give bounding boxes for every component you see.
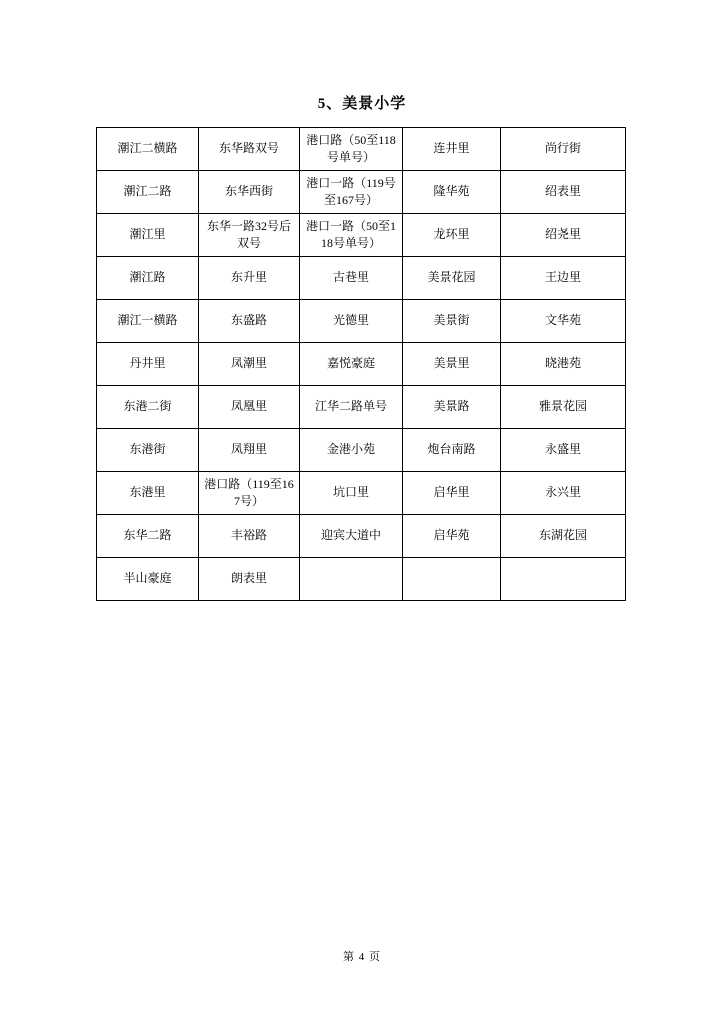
table-cell: 绍表里 [501, 171, 626, 214]
table-cell: 潮江一横路 [97, 300, 199, 343]
table-cell [300, 558, 403, 601]
table-cell: 丰裕路 [199, 515, 300, 558]
table-cell: 绍尧里 [501, 214, 626, 257]
table-cell: 东升里 [199, 257, 300, 300]
table-cell: 隆华苑 [403, 171, 501, 214]
table-cell: 潮江里 [97, 214, 199, 257]
table-cell: 坑口里 [300, 472, 403, 515]
table-row [97, 257, 626, 300]
table-cell: 半山豪庭 [97, 558, 199, 601]
table-cell: 江华二路单号 [300, 386, 403, 429]
table-cell [501, 558, 626, 601]
table-cell: 永兴里 [501, 472, 626, 515]
table-cell: 东港里 [97, 472, 199, 515]
table-row [97, 429, 626, 472]
table-cell: 朗表里 [199, 558, 300, 601]
table-cell: 雅景花园 [501, 386, 626, 429]
table-cell: 文华苑 [501, 300, 626, 343]
table-cell: 尚行街 [501, 128, 626, 171]
table-cell: 晓港苑 [501, 343, 626, 386]
table-cell: 光德里 [300, 300, 403, 343]
table-cell: 金港小苑 [300, 429, 403, 472]
table-cell: 东华西街 [199, 171, 300, 214]
page-title: 5、美景小学 [317, 96, 407, 112]
table-row [97, 472, 626, 515]
table-cell: 东盛路 [199, 300, 300, 343]
page-number: 第 4 页 [343, 951, 381, 963]
table-cell: 美景花园 [403, 257, 501, 300]
table-row [97, 515, 626, 558]
table-cell: 美景路 [403, 386, 501, 429]
table-cell: 古巷里 [300, 257, 403, 300]
table-cell: 连井里 [403, 128, 501, 171]
table-cell: 东华二路 [97, 515, 199, 558]
table-cell: 潮江二横路 [97, 128, 199, 171]
table-cell: 美景里 [403, 343, 501, 386]
table-row [97, 214, 626, 257]
table-cell: 凤凰里 [199, 386, 300, 429]
table-row [97, 300, 626, 343]
table-row [97, 386, 626, 429]
table-cell: 东湖花园 [501, 515, 626, 558]
table-cell: 永盛里 [501, 429, 626, 472]
table-cell: 丹井里 [97, 343, 199, 386]
table-cell: 炮台南路 [403, 429, 501, 472]
table-cell: 嘉悦豪庭 [300, 343, 403, 386]
table-cell: 港口路（119至167号） [199, 472, 300, 515]
school-street-table [96, 127, 626, 601]
table-cell: 凤翔里 [199, 429, 300, 472]
table-cell: 东港街 [97, 429, 199, 472]
table-cell: 凤潮里 [199, 343, 300, 386]
table-cell: 龙环里 [403, 214, 501, 257]
table-cell: 东华路双号 [199, 128, 300, 171]
table-cell: 港口路（50至118号单号） [300, 128, 403, 171]
table-cell: 潮江路 [97, 257, 199, 300]
table-cell: 港口一路（119号至167号） [300, 171, 403, 214]
table-cell: 港口一路（50至118号单号） [300, 214, 403, 257]
table-cell: 王边里 [501, 257, 626, 300]
table-row [97, 171, 626, 214]
table-body [97, 128, 626, 601]
table-cell: 启华里 [403, 472, 501, 515]
table-row [97, 128, 626, 171]
table-cell [403, 558, 501, 601]
table-row [97, 343, 626, 386]
table-cell: 美景街 [403, 300, 501, 343]
table-cell: 东港二街 [97, 386, 199, 429]
table-cell: 启华苑 [403, 515, 501, 558]
table-cell: 潮江二路 [97, 171, 199, 214]
table-cell: 迎宾大道中 [300, 515, 403, 558]
table-cell: 东华一路32号后双号 [199, 214, 300, 257]
table-row [97, 558, 626, 601]
